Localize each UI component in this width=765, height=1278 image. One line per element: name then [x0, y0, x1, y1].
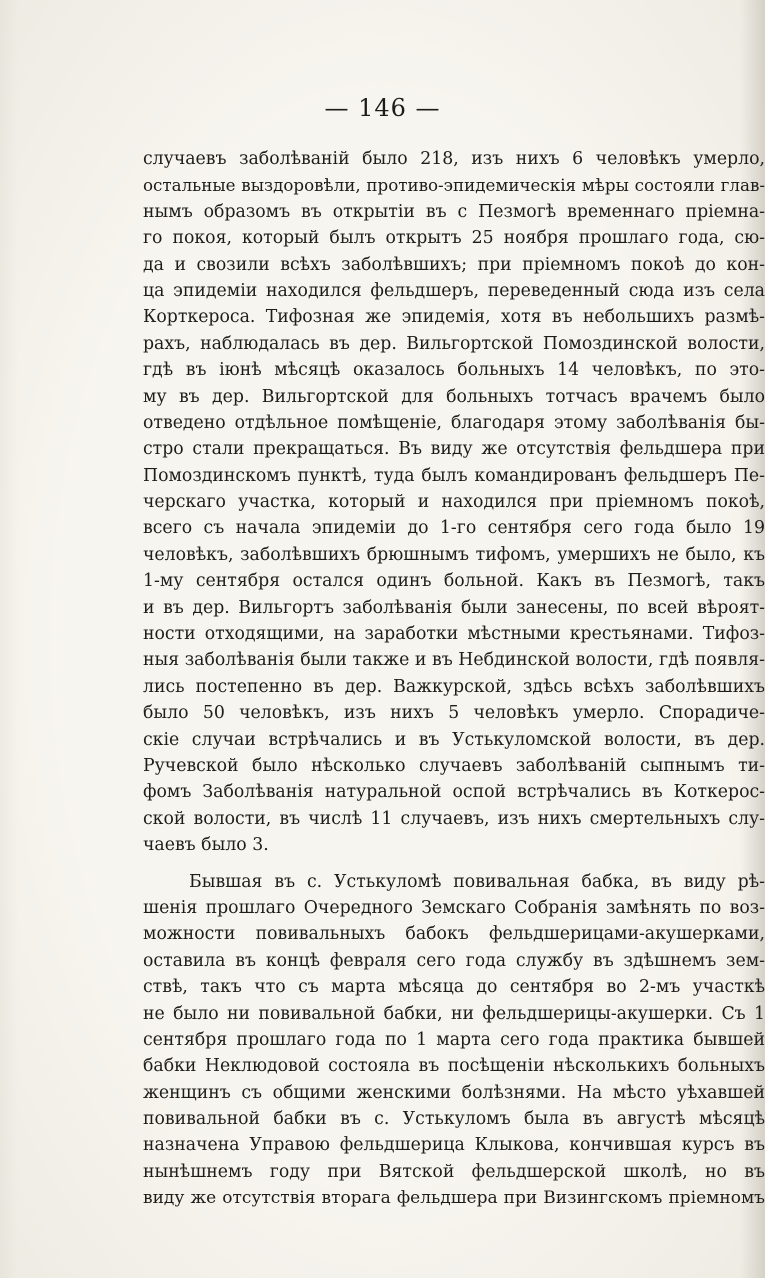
text-line: было 50 человѣкъ, изъ нихъ 5 человѣкъ умерло. Спорадиче- [143, 703, 765, 724]
text-line: ствѣ, такъ что съ марта мѣсяца до сентября во 2-мъ участкѣ [143, 977, 765, 998]
text-line: не было ни повивальной бабки, ни фельдшерицы-акушерки. Съ 1 [143, 1003, 765, 1024]
text-line: остальные выздоровѣли, противо-эпидемическія мѣры состояли глав- [143, 175, 765, 196]
text-line: гдѣ въ іюнѣ мѣсяцѣ оказалось больныхъ 14 человѣкъ, по это- [143, 360, 765, 381]
text-line: нынѣшнемъ году при Вятской фельдшерской школѣ, но въ [143, 1161, 765, 1182]
text-line: назначена Управою фельдшерица Клыкова, кончившая курсъ въ [143, 1135, 765, 1156]
text-line: Ручевской было нѣсколько случаевъ заболѣваній сыпнымъ ти- [143, 755, 765, 776]
paragraph-gap [143, 859, 765, 869]
text-line: скіе случаи встрѣчались и въ Устькуломской волости, въ дер. [143, 729, 765, 750]
body-text [143, 146, 765, 1212]
text-line: стро стали прекращаться. Въ виду же отсутствія фельдшера при [143, 439, 765, 460]
text-line: шенія прошлаго Очередного Земскаго Собранія замѣнять по воз- [143, 897, 765, 918]
text-line: ской волости, въ числѣ 11 случаевъ, изъ нихъ смертельныхъ слу- [143, 808, 765, 829]
text-line: Помоздинскомъ пунктѣ, туда былъ командированъ фельдшеръ Пе- [143, 465, 765, 486]
page-number: — 146 — [324, 94, 441, 122]
text-line: оставила въ концѣ февраля сего года службу въ здѣшнемъ зем- [143, 950, 765, 971]
text-line: женщинъ съ общими женскими болѣзнями. На мѣсто уѣхавшей [143, 1082, 765, 1103]
text-line: бабки Неклюдовой состояла въ посѣщеніи нѣсколькихъ больныхъ [143, 1056, 765, 1077]
text-line: да и свозили всѣхъ заболѣвшихъ; при пріемномъ покоѣ до кон- [143, 254, 765, 275]
text-line: ца эпидеміи находился фельдшеръ, переведенный сюда изъ села [143, 280, 765, 301]
text-line: чаевъ было 3. [143, 835, 269, 856]
text-line: и въ дер. Вильгортъ заболѣванія были занесены, по всей вѣроят- [143, 597, 765, 618]
text-line: му въ дер. Вильгортской для больныхъ тотчасъ врачемъ было [143, 386, 765, 407]
text-line: черскаго участка, который и находился при пріемномъ покоѣ, [143, 492, 765, 513]
text-line: Корткероса. Тифозная же эпидемія, хотя въ небольшихъ размѣ- [143, 307, 765, 328]
text-line: го покоя, который былъ открытъ 25 ноября прошлаго года, сю- [143, 228, 765, 249]
text-line: фомъ Заболѣванія натуральной оспой встрѣчались въ Коткерос- [143, 782, 765, 803]
text-line: Бывшая въ с. Устькуломѣ повивальная бабка, въ виду рѣ- [189, 871, 765, 892]
text-line: случаевъ заболѣваній было 218, изъ нихъ 6 человѣкъ умерло, [143, 149, 765, 169]
text-line: сентября прошлаго года по 1 марта сего года практика бывшей [143, 1029, 765, 1050]
text-line: всего съ начала эпидеміи до 1-го сентября сего года было 19 [143, 518, 765, 539]
text-line: человѣкъ, заболѣвшихъ брюшнымъ тифомъ, умершихъ не было, къ [143, 544, 765, 565]
text-line: 1-му сентября остался одинъ больной. Какъ въ Пезмогѣ, такъ [143, 571, 765, 592]
text-line: ныя заболѣванія были также и въ Небдинской волости, гдѣ появля- [143, 650, 765, 671]
text-line: можности повивальныхъ бабокъ фельдшерицами-акушерками, [143, 924, 765, 945]
paragraph-2 [143, 869, 765, 1212]
text-line: лись постепенно въ дер. Важкурской, здѣсь всѣхъ заболѣвшихъ [143, 676, 765, 697]
text-line: отведено отдѣльное помѣщеніе, благодаря этому заболѣванія бы- [143, 412, 765, 433]
text-line: ности отходящими, на заработки мѣстными крестьянами. Тифоз- [143, 624, 765, 645]
text-line: рахъ, наблюдалась въ дер. Вильгортской Помоздинской волости, [143, 333, 765, 354]
text-line: повивальной бабки въ с. Устькуломъ была въ августѣ мѣсяцѣ [143, 1109, 765, 1130]
text-line: нымъ образомъ въ открытіи въ с Пезмогѣ временнаго пріемна- [143, 201, 765, 222]
text-line: виду же отсутствія вторага фельдшера при Визингскомъ пріемномъ [143, 1188, 765, 1209]
paragraph-1 [143, 146, 765, 859]
